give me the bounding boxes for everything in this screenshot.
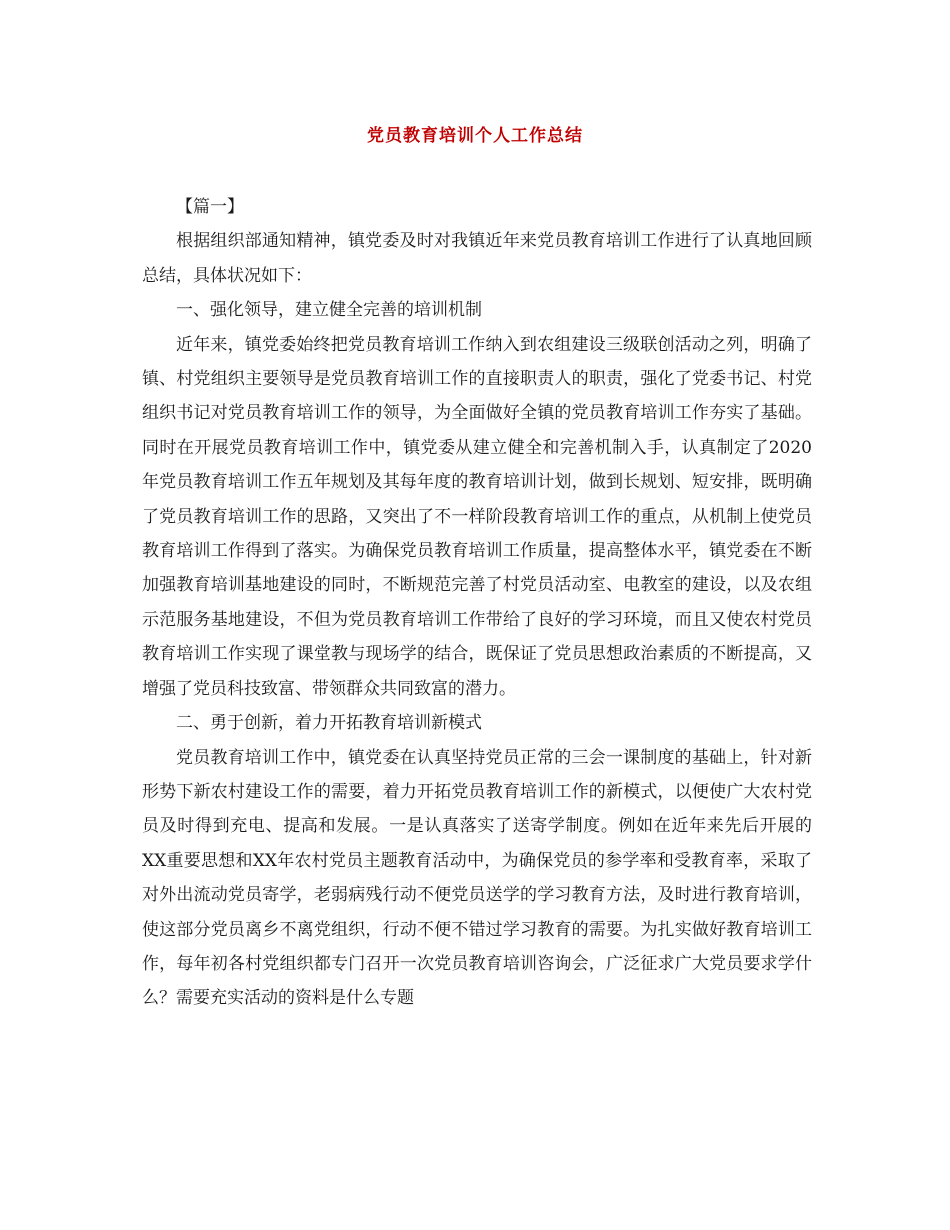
body-paragraph-1: 近年来，镇党委始终把党员教育培训工作纳入到农组建设三级联创活动之列，明确了镇、村党组织主要领导是党员教育培训工作的直接职责人的职责，强化了党委书记、村党组织书记对党员教育培训工作的领导，为全面做好全镇的党员教育培训工作夯实了基础。同时在开展党员教育培训工作中，镇党委从建立健全和完善机制入手，认真制定了2020年党员教育培训工作五年规划及其每年度的教育培训计划，做到长规划、短安排，既明确了党员教育培训工作的思路，又突出了不一样阶段教育培训工作的重点，从机制上使党员教育培训工作得到了落实。为确保党员教育培训工作质量，提高整体水平，镇党委在不断加强教育培训基地建设的同时，不断规范完善了村党员活动室、电教室的建设，以及农组示范服务基地建设，不但为党员教育培训工作带给了良好的学习环境，而且又使农村党员教育培训工作实现了课堂教与现场学的结合，既保证了党员思想政治素质的不断提高，又增强了党员科技致富、带领群众共同致富的潜力。	[142, 334, 812, 699]
body-paragraph-2: 党员教育培训工作中，镇党委在认真坚持党员正常的三会一课制度的基础上，针对新形势下新农村建设工作的需要，着力开拓党员教育培训工作的新模式，以便使广大农村党员及时得到充电、提高和发展。一是认真落实了送寄学制度。例如在近年来先后开展的XX重要思想和XX年农村党员主题教育活动中，为确保党员的参学率和受教育率，采取了对外出流动党员寄学，老弱病残行动不便党员送学的学习教育方法，及时进行教育培训，使这部分党员离乡不离党组织，行动不便不错过学习教育的需要。为扎实做好教育培训工作，每年初各村党组织都专门召开一次党员教育培训咨询会，广泛征求广大党员要求学什么？需要充实活动的资料是什么专题	[142, 747, 812, 1009]
intro-paragraph: 根据组织部通知精神，镇党委及时对我镇近年来党员教育培训工作进行了认真地回顾总结，具体状况如下：	[142, 231, 812, 286]
section-label: 【篇一】	[176, 197, 244, 217]
document-title: 党员教育培训个人工作总结	[367, 126, 583, 146]
section-heading-2: 二、勇于创新，着力开拓教育培训新模式	[176, 713, 482, 734]
document-body	[142, 190, 812, 1016]
section-heading-1: 一、强化领导，建立健全完善的培训机制	[176, 300, 482, 321]
